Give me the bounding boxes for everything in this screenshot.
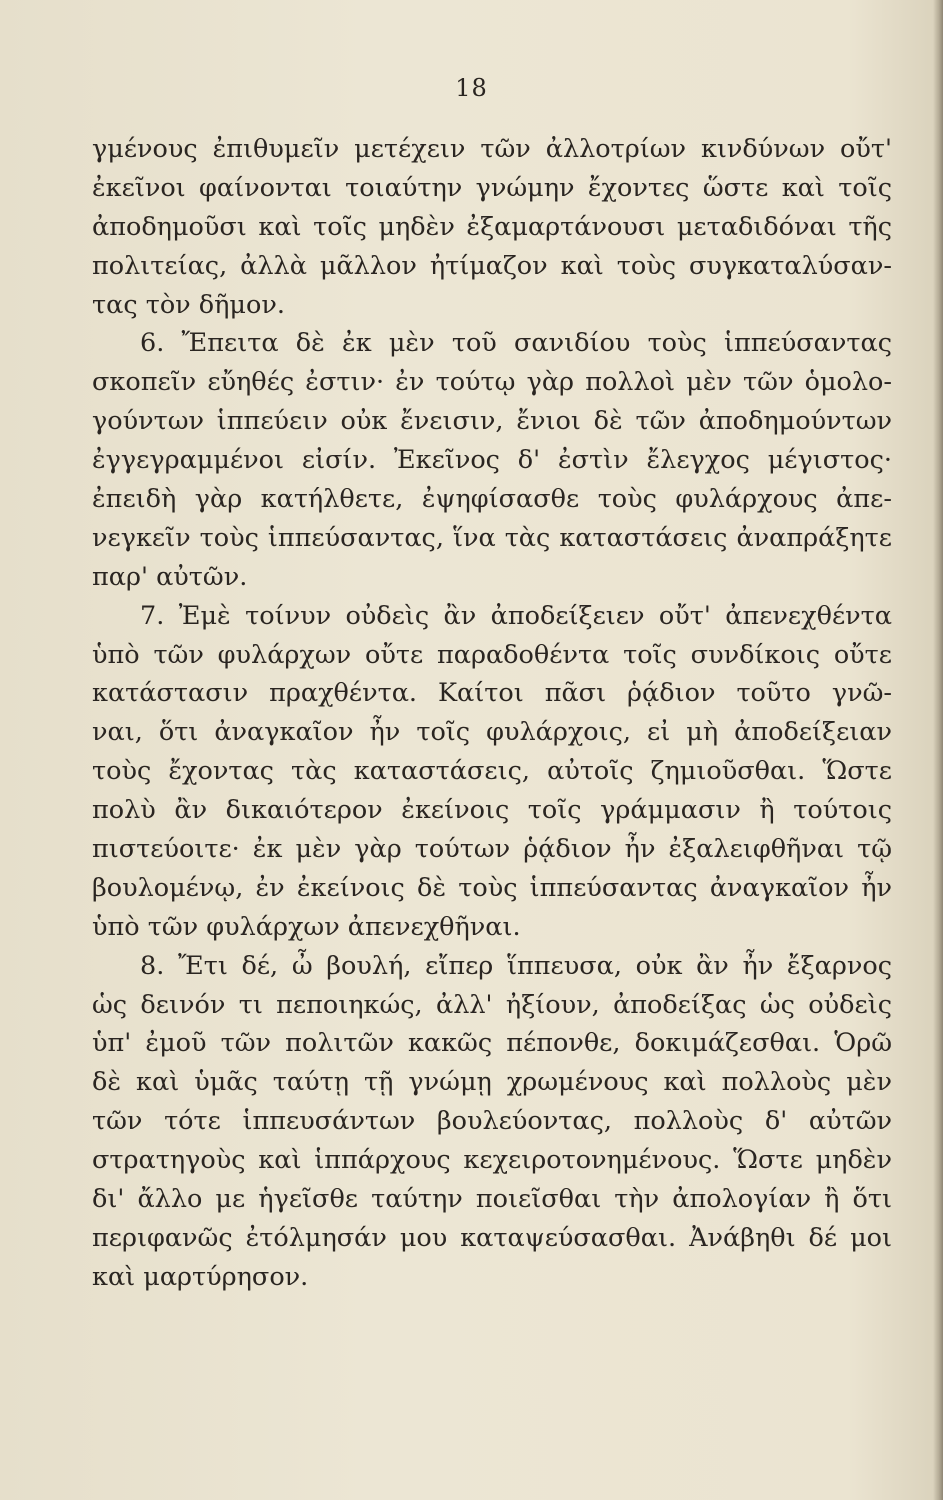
text-line: νεγκεῖν τοὺς ἱππεύσαντας, ἵνα τὰς καταστάσεις ἀναπράξητε (92, 522, 892, 553)
text-line: ἐκεῖνοι φαίνονται τοιαύτην γνώμην ἔχοντες ὥστε καὶ τοῖς (92, 172, 892, 203)
text-line: δὲ καὶ ὑμᾶς ταύτῃ τῇ γνώμῃ χρωμένους καὶ πολλοὺς μὲν (92, 1067, 892, 1098)
text-line: σκοπεῖν εὔηθές ἐστιν· ἐν τούτῳ γὰρ πολλοὶ μὲν τῶν ὁμολο- (92, 367, 892, 398)
text-line: τας τὸν δῆμον. (92, 289, 285, 320)
text-line: ἐγγεγραμμένοι εἰσίν. Ἐκεῖνος δ' ἐστὶν ἔλεγχος μέγιστος· (92, 445, 892, 476)
text-line: ἀποδημοῦσι καὶ τοῖς μηδὲν ἐξαμαρτάνουσι μεταδιδόναι τῆς (92, 211, 892, 242)
text-line: παρ' αὐτῶν. (92, 561, 248, 592)
text-line: καὶ μαρτύρησον. (92, 1261, 309, 1292)
text-line: γούντων ἱππεύειν οὐκ ἔνεισιν, ἔνιοι δὲ τῶν ἀποδημούντων (92, 406, 892, 437)
text-line: γμένους ἐπιθυμεῖν μετέχειν τῶν ἀλλοτρίων κινδύνων οὔτ' (92, 134, 892, 164)
text-line: πολιτείας, ἀλλὰ μᾶλλον ἠτίμαζον καὶ τοὺς συγκαταλύσαν- (92, 250, 892, 281)
page-edge-shadow (933, 0, 943, 1500)
text-line: 6. Ἔπειτα δὲ ἐκ μὲν τοῦ σανιδίου τοὺς ἱππεύσαντας (140, 328, 892, 359)
text-line: βουλομένῳ, ἐν ἐκείνοις δὲ τοὺς ἱππεύσαντας ἀναγκαῖον ἦν (92, 872, 892, 903)
text-line: πολὺ ἂν δικαιότερον ἐκείνοις τοῖς γράμμασιν ἢ τούτοις (92, 795, 892, 826)
text-line: πιστεύοιτε· ἐκ μὲν γὰρ τούτων ῥᾴδιον ἦν ἐξαλειφθῆναι τῷ (92, 834, 892, 865)
text-line: ὑπ' ἐμοῦ τῶν πολιτῶν κακῶς πέπονθε, δοκιμάζεσθαι. Ὁρῶ (92, 1028, 892, 1059)
text-line: ὡς δεινόν τι πεποιηκώς, ἀλλ' ἠξίουν, ἀποδείξας ὡς οὐδεὶς (92, 989, 892, 1020)
page-number: 18 (455, 74, 488, 102)
text-line: ὑπὸ τῶν φυλάρχων ἀπενεχθῆναι. (92, 911, 521, 942)
text-line: τοὺς ἔχοντας τὰς καταστάσεις, αὐτοῖς ζημιοῦσθαι. Ὥστε (92, 756, 892, 787)
text-line: περιφανῶς ἐτόλμησάν μου καταψεύσασθαι. Ἀνάβηθι δέ μοι (92, 1222, 892, 1253)
text-line: τῶν τότε ἱππευσάντων βουλεύοντας, πολλοὺς δ' αὐτῶν (92, 1106, 892, 1137)
text-line: στρατηγοὺς καὶ ἱππάρχους κεχειροτονημένους. Ὥστε μηδὲν (92, 1145, 892, 1176)
text-line: κατάστασιν πραχθέντα. Καίτοι πᾶσι ῥᾴδιον τοῦτο γνῶ- (92, 678, 892, 709)
text-line: 8. Ἔτι δέ, ὦ βουλή, εἴπερ ἵππευσα, οὐκ ἂν ἦν ἔξαρνος (140, 950, 892, 981)
text-line: δι' ἄλλο με ἡγεῖσθε ταύτην ποιεῖσθαι τὴν ἀπολογίαν ἢ ὅτι (92, 1184, 892, 1215)
body-text (92, 130, 892, 1297)
text-line: ὑπὸ τῶν φυλάρχων οὔτε παραδοθέντα τοῖς συνδίκοις οὔτε (92, 639, 892, 670)
text-line: 7. Ἐμὲ τοίνυν οὐδεὶς ἂν ἀποδείξειεν οὔτ' ἀπενεχθέντα (140, 600, 892, 631)
text-line: ναι, ὅτι ἀναγκαῖον ἦν τοῖς φυλάρχοις, εἰ μὴ ἀποδείξειαν (92, 717, 892, 748)
text-line: ἐπειδὴ γὰρ κατήλθετε, ἐψηφίσασθε τοὺς φυλάρχους ἀπε- (92, 484, 892, 515)
